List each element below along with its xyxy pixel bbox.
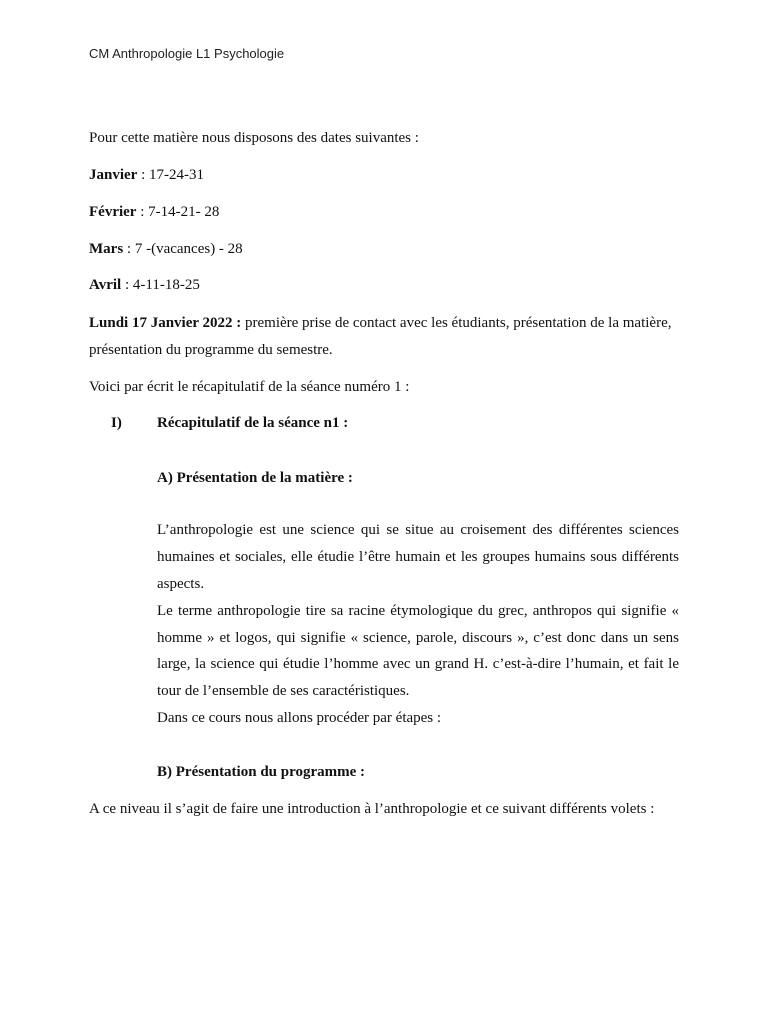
date-row-mars [89,241,243,258]
days-list: : 4-11-18-25 [121,277,200,293]
date-row-janvier [89,167,204,184]
intro-text: Pour cette matière nous disposons des dates suivantes : [89,130,419,146]
session-line-1 [89,315,671,332]
days-list: : 17-24-31 [137,167,204,183]
section-A-line: humaines et sociales, elle étudie l’être humain et les groupes humains sous différents [157,549,679,565]
session-line-2: présentation du programme du semestre. [89,342,333,358]
section-B-text: A ce niveau il s’agit de faire une introduction à l’anthropologie et ce suivant différents volets : [89,801,655,817]
recap-intro: Voici par écrit le récapitulatif de la séance numéro 1 : [89,379,410,395]
month-label: Avril [89,277,122,293]
section-A-line: Le terme anthropologie tire sa racine étymologique du grec, anthropos qui signifie « [157,603,679,619]
section-A-line: L’anthropologie est une science qui se situe au croisement des différentes sciences [157,522,679,538]
section-A-line: aspects. [157,576,205,592]
month-label: Janvier [89,167,138,183]
date-row-fevrier [89,204,219,221]
section-A-line: homme » et logos, qui signifie « science, parole, discours », c’est donc dans un sens [157,630,679,646]
page-header: CM Anthropologie L1 Psychologie [89,46,285,61]
section-A-title: A) Présentation de la matière : [157,470,353,486]
days-list: : 7-14-21- 28 [136,204,220,220]
date-row-avril [89,277,200,294]
section-I-title: Récapitulatif de la séance n1 : [157,415,349,431]
section-A-line: large, la science qui étudie l’homme avec un grand H. c’est-à-dire l’humain, et fait le [157,656,679,672]
section-I-number: I) [111,415,122,431]
month-label: Février [89,204,137,220]
session-text: première prise de contact avec les étudiants, présentation de la matière, [241,315,672,331]
session-date: Lundi 17 Janvier 2022 : [89,315,242,331]
month-label: Mars [89,241,124,257]
section-B-title: B) Présentation du programme : [157,764,366,780]
days-list: : 7 -(vacances) - 28 [123,241,243,257]
section-A-line: tour de l’ensemble de ses caractéristiques. [157,683,410,699]
section-A-line: Dans ce cours nous allons procéder par étapes : [157,710,442,726]
